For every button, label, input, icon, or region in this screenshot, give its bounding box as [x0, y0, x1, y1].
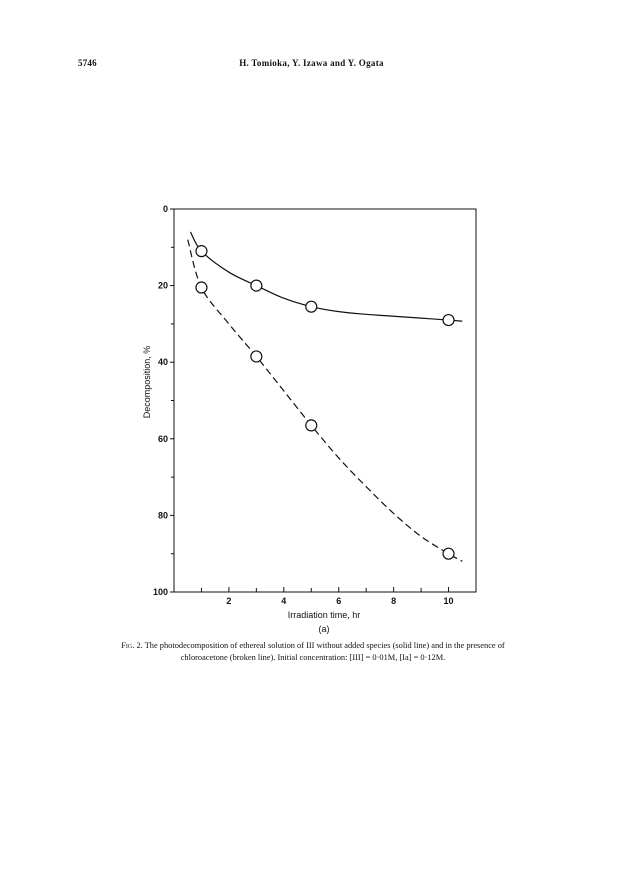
- data-point-broken: [443, 548, 454, 559]
- y-tick-label: 20: [157, 280, 168, 291]
- series-line-broken: [188, 240, 463, 562]
- chart-curves: [188, 232, 463, 561]
- x-tick-label: 6: [336, 596, 342, 606]
- series-line-solid: [190, 232, 462, 321]
- x-tick-label: 4: [281, 596, 287, 606]
- x-axis-title: Irradiation time, hr: [287, 610, 361, 620]
- caption-label: Fig. 2.: [121, 641, 143, 650]
- y-tick-label: 0: [162, 204, 168, 214]
- running-head: H. Tomioka, Y. Izawa and Y. Ogata: [239, 58, 384, 68]
- data-point-solid: [306, 301, 317, 312]
- y-tick-label: 40: [157, 357, 168, 368]
- data-point-broken: [306, 420, 317, 431]
- y-axis-title: Decomposition, %: [142, 345, 152, 419]
- data-point-broken: [196, 282, 207, 293]
- panel-label: (a): [318, 624, 330, 634]
- x-tick-label: 2: [226, 596, 232, 606]
- x-tick-label: 8: [391, 596, 397, 606]
- data-point-broken: [251, 351, 262, 362]
- y-tick-label: 60: [157, 433, 168, 444]
- chart-markers: [196, 246, 454, 560]
- data-point-solid: [196, 246, 207, 257]
- figure-caption: [104, 640, 522, 663]
- page-number: 5746: [78, 58, 97, 68]
- x-tick-label: 10: [443, 596, 454, 606]
- caption-text: The photodecomposition of ethereal solution of III without added species (solid line) and in the presence of chloroacetone (broken line). Initial concentration: [III] = 0·01M, [Ia] = 0·12M.: [144, 641, 505, 662]
- data-point-solid: [251, 280, 262, 291]
- y-tick-label: 100: [152, 587, 168, 597]
- chart-ticks: [153, 204, 476, 606]
- data-point-solid: [443, 315, 454, 326]
- y-tick-label: 80: [157, 510, 168, 521]
